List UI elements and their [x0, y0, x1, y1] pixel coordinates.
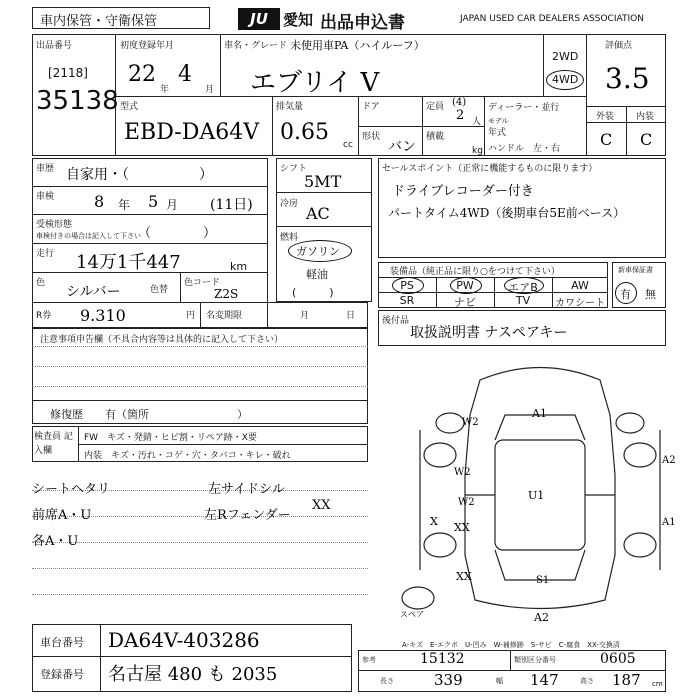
displacement-value: 0.65 — [280, 120, 329, 145]
selling-line1: ドライブレコーダー付き — [392, 184, 534, 199]
options-label: 後付品 — [382, 316, 410, 326]
receipt-label: 受検形態 — [36, 220, 73, 230]
mileage-label: 走行 — [36, 249, 55, 259]
diagram-label-s1: S1 — [536, 575, 550, 586]
load-unit: kg — [472, 146, 483, 156]
dealer-handle-label: ハンドル 左・右 — [488, 144, 561, 154]
exterior-label: 外装 — [596, 112, 615, 122]
displacement-unit: cc — [343, 140, 353, 150]
capacity-unit: 人 — [472, 117, 482, 127]
chassis-value: DA64V-403286 — [108, 628, 260, 652]
diagram-label-a1-top: A1 — [532, 407, 547, 420]
model-label: 型式 — [120, 102, 139, 112]
selling-line2: パートタイム4WD（後期車台5E前ベース） — [388, 206, 626, 220]
warranty-yes-circle — [615, 282, 637, 304]
registration-month-unit: 月 — [205, 85, 215, 95]
mileage-value: 14万1千447 — [76, 252, 181, 273]
ref-class-value: 0605 — [600, 651, 636, 667]
capacity-label: 定員 — [426, 102, 445, 112]
exterior-value: C — [600, 130, 613, 149]
car-diagram — [400, 355, 676, 625]
namechange-label: 名変期限 — [206, 311, 243, 321]
recycle-unit: 円 — [186, 311, 196, 321]
equip-ps: PS — [400, 279, 414, 292]
chassis-label: 車台番号 — [40, 636, 84, 649]
fuel-gas: ガソリン — [296, 245, 340, 258]
capacity-note: (4) — [452, 97, 467, 108]
notes-repair: 修復歴 有（箇所 ） — [50, 408, 248, 421]
equip-sr: SR — [399, 294, 415, 307]
plate-value: 名古屋 480 も 2035 — [108, 664, 278, 685]
diagram-label-a1-right: A1 — [662, 517, 676, 528]
diagram-label-xx-bottom: XX — [456, 570, 472, 583]
equip-airbag: エアB — [508, 281, 538, 294]
drive-2wd: 2WD — [552, 50, 579, 63]
insp-note-right-mark: XX — [312, 498, 331, 513]
shape-label: 形状 — [362, 132, 381, 142]
ref-width-label: 幅 — [496, 677, 503, 685]
diagram-label-w2-left: W2 — [454, 467, 471, 478]
shift-value: 5MT — [304, 172, 342, 191]
history-label: 車歴 — [36, 164, 55, 174]
diagram-label-spare: スペア — [400, 610, 424, 619]
warranty-yes: 有 — [620, 288, 631, 301]
ref-size-label: 長さ — [380, 677, 394, 685]
warranty-label: 新車保証書 — [618, 266, 653, 274]
form-title: 出品申込書 — [320, 13, 405, 33]
insp-note-left2: 前席A・U — [32, 508, 92, 523]
shaken-year: 8 — [94, 192, 105, 211]
recycle-value: 9.310 — [80, 306, 126, 325]
registration-year: 22 — [128, 62, 156, 87]
notes-label: 注意事項申告欄（不具合内容等は具体的に記入して下さい） — [40, 335, 284, 345]
shape-value: バン — [388, 139, 416, 155]
insp-note-left3: 各A・U — [32, 534, 79, 549]
shaken-month-unit: 月 — [166, 198, 179, 212]
color-code-value: Z2S — [214, 287, 239, 301]
color-code-label: 色コード — [184, 278, 221, 288]
equip-seat: カワシート — [555, 298, 605, 309]
color-label: 色 — [36, 278, 46, 288]
capacity-value: 2 — [456, 108, 465, 123]
load-label: 積載 — [426, 132, 445, 142]
diagram-label-w2-mid: W2 — [458, 497, 475, 508]
namechange-day: 日 — [346, 311, 356, 321]
region-label: 愛知 — [283, 11, 314, 29]
shaken-month: 5 — [148, 192, 159, 211]
selling-label: セールスポイント（正常に機能するものに限ります） — [382, 164, 598, 174]
fuel-diesel: 軽油 — [306, 268, 328, 281]
lot-number: 35138 — [36, 86, 119, 116]
registration-month: 4 — [178, 62, 192, 87]
insp-note-left1: シートヘタリ — [32, 482, 111, 497]
registration-label: 初度登録年月 — [120, 41, 175, 51]
ref-height-label: 高さ — [580, 677, 594, 685]
equipment-label: 装備品（純正品に限り○をつけて下さい） — [390, 267, 560, 277]
inspector-row1: FW キズ・発錆・ヒビ割・リペア跡・X要 — [84, 433, 257, 443]
diagram-label-u1: U1 — [528, 489, 545, 502]
warranty-no: 無 — [645, 288, 656, 301]
diagram-label-a2-bottom: A2 — [534, 611, 549, 624]
diagram-label-x-left: X — [430, 515, 438, 528]
inspector-row2: 内装 キズ・汚れ・コゲ・穴・タバコ・キレ・破れ — [84, 451, 291, 461]
shaken-year-unit: 年 — [118, 198, 131, 212]
model-value: EBD-DA64V — [124, 120, 260, 145]
shaken-day: (11日) — [210, 197, 253, 213]
drive-4wd: 4WD — [552, 73, 579, 86]
color-change-label: 色替 — [150, 285, 169, 295]
equip-pw: PW — [456, 279, 474, 292]
namechange-month: 月 — [300, 311, 310, 321]
storage-label: 車内保管・守衛保管 — [40, 14, 158, 29]
ju-logo: JU — [238, 8, 280, 30]
aircon-value: AC — [306, 204, 330, 223]
insp-note-right2: 左Rフェンダー — [204, 508, 291, 523]
equip-ps-circle — [392, 277, 424, 294]
equip-tv: TV — [515, 294, 531, 307]
ref-height: 187 — [612, 671, 641, 689]
insp-note-right1: 左サイドシル — [208, 482, 285, 497]
fuel-other: ( ) — [292, 286, 334, 299]
receipt-note: 車検付きの場合は記入して下さい — [36, 232, 141, 240]
association-name: JAPAN USED CAR DEALERS ASSOCIATION — [460, 14, 644, 24]
shift-label: シフト — [280, 164, 308, 174]
vehicle-label: 車名・グレード — [224, 41, 288, 51]
dealer-year-label: 年式 — [488, 128, 507, 138]
diagram-label-w2-left-top: W2 — [462, 417, 479, 428]
plate-label: 登録番号 — [40, 668, 84, 681]
vehicle-grade-note: 未使用車PA（ハイルーフ） — [290, 39, 425, 52]
equip-pw-circle — [450, 277, 482, 294]
door-label: ドア — [362, 102, 380, 112]
lot-label: 出品番号 — [36, 41, 73, 51]
ref-length: 339 — [434, 671, 463, 689]
equip-aw: AW — [571, 279, 589, 292]
dealer-model-label: モデル — [488, 117, 509, 125]
rating-label: 評価点 — [605, 41, 633, 51]
recycle-label: R券 — [36, 311, 52, 321]
history-value: 自家用・（ ） — [66, 167, 213, 183]
diagram-label-xx-left: XX — [454, 521, 470, 534]
diagram-label-a2-right: A2 — [662, 455, 676, 466]
mileage-unit: km — [230, 260, 248, 273]
rating-value: 3.5 — [605, 62, 650, 95]
lot-code: [2118] — [48, 66, 88, 80]
ref-width: 147 — [530, 671, 559, 689]
color-value: シルバー — [66, 284, 121, 300]
interior-label: 内装 — [636, 112, 655, 122]
ref-class-label: 類別区分番号 — [514, 656, 556, 664]
dealer-label: ディーラー・並行 — [488, 103, 560, 113]
receipt-value: （ ） — [138, 226, 217, 241]
ref-unit: cm — [652, 680, 663, 688]
interior-value: C — [640, 130, 653, 149]
inspector-label: 検査員 記入欄 — [34, 432, 73, 456]
shaken-label: 車検 — [36, 192, 55, 202]
ref-label: 参考 — [362, 656, 376, 664]
ref-value: 15132 — [420, 651, 465, 667]
damage-legend: A-キズ E-エクボ U-凹み W-補修跡 S-サビ C-腐食 XX-交換済 — [402, 641, 620, 649]
options-value: 取扱説明書 ナスペアキー — [410, 325, 568, 341]
equip-navi: ナビ — [454, 296, 476, 309]
registration-year-unit: 年 — [160, 85, 170, 95]
equip-airbag-circle — [504, 277, 544, 294]
displacement-label: 排気量 — [276, 102, 304, 112]
vehicle-name: エブリイ V — [250, 68, 380, 98]
aircon-label: 冷房 — [280, 199, 299, 209]
fuel-label: 燃料 — [280, 233, 299, 243]
